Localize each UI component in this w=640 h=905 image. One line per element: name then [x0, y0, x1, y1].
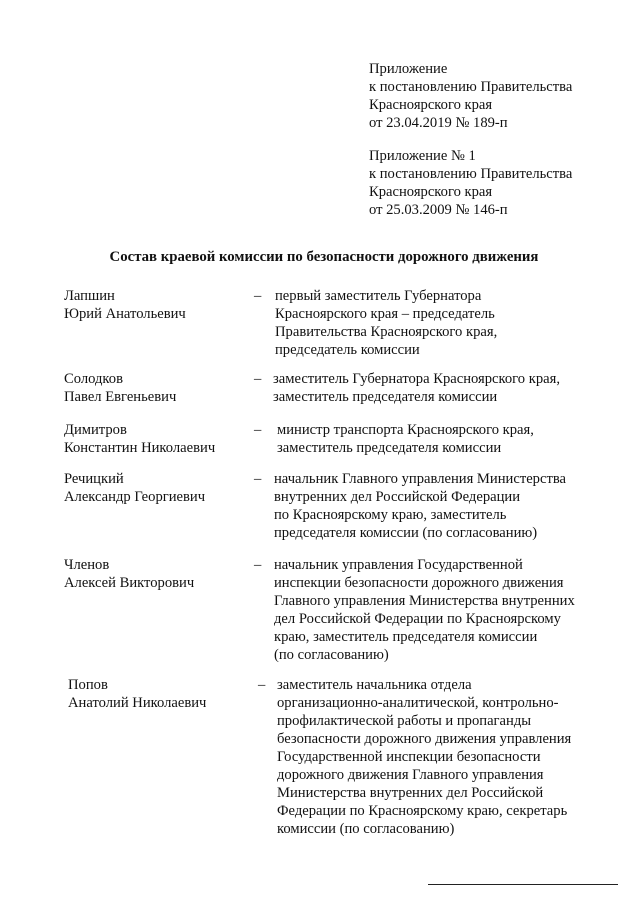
member-dash: – — [254, 288, 262, 304]
member-dash: – — [254, 371, 262, 387]
member-surname: Димитров — [64, 422, 127, 438]
position-line: первый заместитель Губернатора — [275, 288, 482, 304]
position-line: Правительства Красноярского края, — [275, 324, 498, 340]
member-given-name: Юрий Анатольевич — [64, 306, 186, 322]
position-line: заместитель председателя комиссии — [277, 440, 502, 456]
document-title: Состав краевой комиссии по безопасности дорожного движения — [109, 249, 539, 265]
position-line: дел Российской Федерации по Красноярскому — [274, 611, 561, 627]
position-line: министр транспорта Красноярского края, — [277, 422, 534, 438]
position-line: дорожного движения Главного управления — [277, 767, 544, 783]
header-line: к постановлению Правительства — [369, 166, 573, 182]
header-line: Приложение — [369, 61, 448, 77]
position-line: инспекции безопасности дорожного движения — [274, 575, 564, 591]
member-surname: Солодков — [64, 371, 123, 387]
header-line: Красноярского края — [369, 184, 493, 200]
position-line: заместитель председателя комиссии — [273, 389, 498, 405]
member-dash: – — [254, 471, 262, 487]
position-line: заместитель начальника отдела — [277, 677, 472, 693]
member-given-name: Алексей Викторович — [64, 575, 195, 591]
member-given-name: Константин Николаевич — [64, 440, 216, 456]
member-position — [274, 470, 566, 542]
member-position — [274, 556, 575, 664]
header-line: от 23.04.2019 № 189-п — [369, 115, 508, 131]
member-surname: Речицкий — [64, 471, 124, 487]
position-line: заместитель Губернатора Красноярского края, — [273, 371, 560, 387]
member-surname: Попов — [68, 677, 108, 693]
position-line: краю, заместитель председателя комиссии — [274, 629, 538, 645]
position-line: председатель комиссии — [275, 342, 420, 358]
position-line: Государственной инспекции безопасности — [277, 749, 541, 765]
header-line: к постановлению Правительства — [369, 79, 573, 95]
position-line: Главного управления Министерства внутренних — [274, 593, 575, 609]
member-surname: Членов — [64, 557, 110, 573]
position-line: организационно-аналитической, контрольно- — [277, 695, 559, 711]
member-dash: – — [254, 422, 262, 438]
appendix-header-2 — [369, 147, 629, 219]
member-position — [277, 421, 534, 457]
position-line: комиссии (по согласованию) — [277, 821, 455, 837]
member-position — [277, 676, 571, 838]
position-line: Красноярского края – председатель — [275, 306, 495, 322]
position-line: начальник управления Государственной — [274, 557, 523, 573]
bottom-rule — [428, 884, 618, 885]
header-line: Приложение № 1 — [369, 148, 476, 164]
member-given-name: Александр Георгиевич — [64, 489, 206, 505]
member-position — [275, 287, 497, 359]
position-line: Федерации по Красноярскому краю, секретарь — [277, 803, 568, 819]
member-dash: – — [254, 557, 262, 573]
position-line: Министерства внутренних дел Российской — [277, 785, 544, 801]
position-line: начальник Главного управления Министерства — [274, 471, 566, 487]
member-position — [273, 370, 560, 406]
position-line: по Красноярскому краю, заместитель — [274, 507, 507, 523]
appendix-header-1 — [369, 60, 629, 132]
member-given-name: Павел Евгеньевич — [64, 389, 177, 405]
header-line: от 25.03.2009 № 146-п — [369, 202, 508, 218]
header-line: Красноярского края — [369, 97, 493, 113]
member-given-name: Анатолий Николаевич — [68, 695, 207, 711]
position-line: председателя комиссии (по согласованию) — [274, 525, 538, 541]
member-dash: – — [258, 677, 266, 693]
member-surname: Лапшин — [64, 288, 115, 304]
position-line: (по согласованию) — [274, 647, 389, 663]
position-line: внутренних дел Российской Федерации — [274, 489, 521, 505]
position-line: профилактической работы и пропаганды — [277, 713, 532, 729]
position-line: безопасности дорожного движения управления — [277, 731, 572, 747]
